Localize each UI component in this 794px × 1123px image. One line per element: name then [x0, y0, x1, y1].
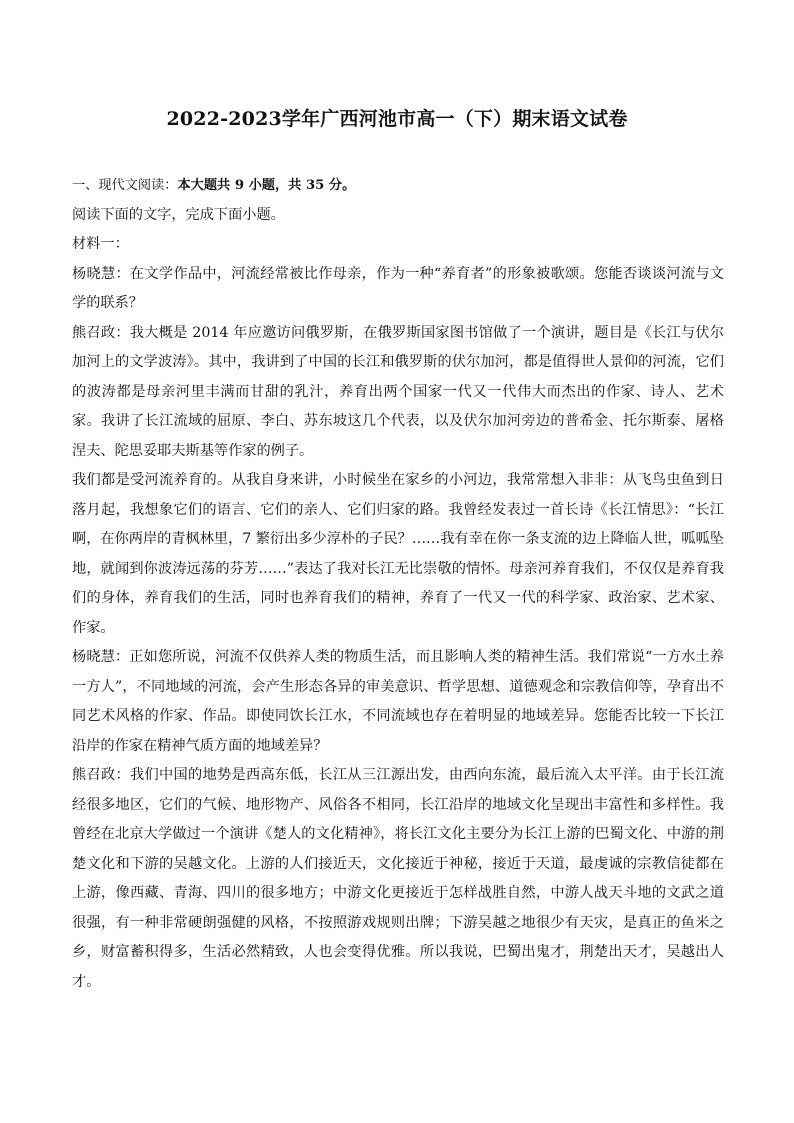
section-heading-prefix: 一、现代文阅读：	[72, 178, 178, 193]
paragraph-interview-question-1: 杨晓慧：在文学作品中，河流经常被比作母亲，作为一种“养育者”的形象被歌颂。您能否谈谈河流与文学的联系？	[72, 265, 724, 311]
instruction-text: 阅读下面的文字，完成下面小题。	[72, 206, 285, 223]
section-heading-detail: 本大题共 9 小题，共 35 分。	[177, 178, 356, 193]
exam-title: 2022-2023学年广西河池市高一（下）期末语文试卷	[166, 108, 628, 130]
document-body	[72, 171, 724, 997]
paragraph-interview-question-2: 杨晓慧：正如您所说，河流不仅供养人类的物质生活，而且影响人类的精神生活。我们常说“一方水土养一方人”，不同地域的河流，会产生形态各异的审美意识、哲学思想、道德观念和宗教信仰等，孕育出不同艺术风格的作家、作品。即使同饮长江水，不同流域也存在着明显的地域差异。您能否比较一下长江沿岸的作家在精神气质方面的地域差异？	[72, 649, 724, 754]
material-label: 材料一：	[72, 236, 129, 252]
paragraph-interview-answer-1-continued: 我们都是受河流养育的。从我自身来讲，小时候坐在家乡的小河边，我常常想入非非：从飞鸟虫鱼到日落月起，我想象它们的语言、它们的亲人、它们归家的路。我曾经发表过一首长诗《长江情思》：“长江啊，在你两岸的青枫林里，7 繁衍出多少淳朴的子民？……我有幸在你一条支流的边上降临人世，呱呱坠地，就闻到你波涛远荡的芬芳……”表达了我对长江无比崇敬的情怀。母亲河养育我们，不仅仅是养育我们的身体，养育我们的生活，同时也养育我们的精神，养育了一代又一代的科学家、政治家、艺术家、作家。	[72, 472, 724, 636]
section-heading	[72, 171, 724, 201]
paragraph-interview-answer-2: 熊召政：我们中国的地势是西高东低，长江从三江源出发，由西向东流，最后流入太平洋。由于长江流经很多地区，它们的气候、地形物产、风俗各不相同，长江沿岸的地域文化呈现出丰富性和多样性。我曾经在北京大学做过一个演讲《楚人的文化精神》，将长江文化主要分为长江上游的巴蜀文化、中游的荆楚文化和下游的吴越文化。上游的人们接近天，文化接近于神秘，接近于天道，最虔诚的宗教信徒都在上游，像西藏、青海、四川的很多地方；中游文化更接近于怎样战胜自然，中游人战天斗地的文武之道很强，有一种非常硬朗强健的风格，不按照游戏规则出牌；下游吴越之地很少有天灾，是真正的鱼米之乡，财富蓄积得多，生活必然精致，人也会变得优雅。所以我说，巴蜀出鬼才，荆楚出天才，吴越出人才。	[72, 767, 724, 990]
paragraph-interview-answer-1: 熊召政：我大概是 2014 年应邀访问俄罗斯，在俄罗斯国家图书馆做了一个演讲，题目是《长江与伏尔加河上的文学波涛》。其中，我讲到了中国的长江和俄罗斯的伏尔加河，都是值得世人景仰的河流，它们的波涛都是母亲河里丰满而甘甜的乳汁，养育出两个国家一代又一代伟大而杰出的作家、诗人、艺术家。我讲了长江流域的屈原、李白、苏东坡这几个代表，以及伏尔加河旁边的普希金、托尔斯泰、屠格涅夫、陀思妥耶夫斯基等作家的例子。	[72, 324, 724, 459]
